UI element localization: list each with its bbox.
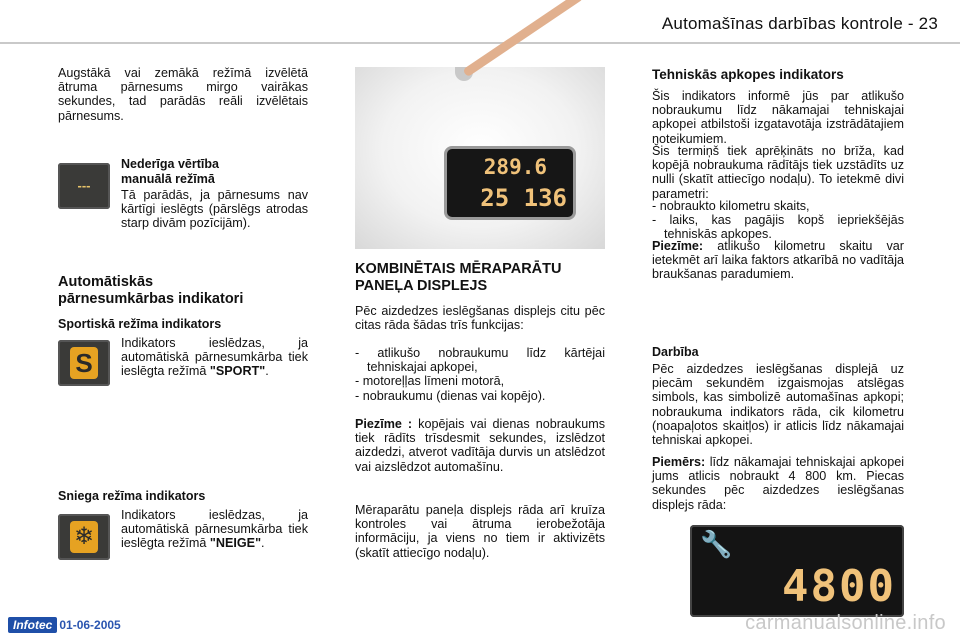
- note-text: atlikušo kilometru skaitu var ietekmēt arī laika faktors atkarībā no vadītāja braukšanas paradumiem.: [652, 239, 904, 282]
- service-indicator-p2: Šis termiņš tiek aprēķināts no brīža, kad kopējā nobraukuma rādītājs tiek uzstādīts uz nulli (skatīt attiecīgo nodaļu). To ietekmē divi parametri:: [652, 144, 904, 201]
- display-functions-list: [355, 346, 605, 403]
- sport-mode-text: Indikators ieslēdzas, ja automātiskā pārnesumkārba tiek ieslēgta režīmā "SPORT".: [121, 336, 308, 379]
- footer-date: 01-06-2005: [59, 618, 121, 632]
- snowflake-glyph: ❄: [70, 521, 98, 553]
- combined-display-intro: Pēc aizdedzes ieslēgšanas displejs citu pēc citas rāda šādas trīs funkcijas:: [355, 304, 605, 333]
- operation-title: Darbība: [652, 345, 699, 359]
- page-header-title: Automašīnas darbības kontrole - 23: [661, 14, 938, 33]
- header-divider: [0, 42, 960, 44]
- snow-text: Indikators ieslēdzas, ja automātiskā pārnesumkārba tiek ieslēgta režīmā: [121, 508, 308, 551]
- invalid-title-line1: Nederīga vērtība: [121, 157, 219, 171]
- example-body: līdz nākamajai tehniskajai apkopei jums atlicis nobraukt 4 800 km. Piecas sekundes pēc aizdedzes ieslēgšanas displejs rāda:: [652, 455, 904, 512]
- instrument-cluster-photo: [355, 67, 605, 249]
- note-label: Piezīme :: [355, 417, 413, 431]
- auto-title-line1: Automātiskās: [58, 274, 154, 290]
- snow-mode-value: "NEIGE": [209, 536, 262, 551]
- lcd-odometer-value: 25 136: [480, 184, 567, 212]
- s-letter-glyph: S: [70, 347, 98, 379]
- middle-para2: Mēraparātu paneļa displejs rāda arī kruīza kontroles vai ātruma ierobežotāja informāciju, ja viens no tiem ir aktivizēts (skatīt attiecīgo nodaļu).: [355, 503, 605, 560]
- operation-text: Pēc aizdedzes ieslēgšanas displejā uz piecām sekundēm izgaismojas atslēgas simbols, kas simbolizē automašīnas apkopi; nobraukuma indikators rāda, cik kilometru (noapaļotos skaitļos) ir atlicis līdz nākamajai tehniskai apkopei.: [652, 362, 904, 448]
- invalid-value-title: [121, 157, 311, 187]
- auto-gearbox-indicators-title: [58, 274, 318, 308]
- sport-mode-title: Sportiskā režīma indikators: [58, 317, 222, 331]
- wrench-icon: 🔧: [700, 529, 733, 559]
- list-item: - atlikušo nobraukumu līdz kārtējai tehniskajai apkopei,: [355, 346, 605, 375]
- snow-mode-icon: [58, 514, 110, 560]
- footer: [8, 617, 121, 633]
- invalid-value-indicator-icon: [58, 163, 110, 209]
- list-item: - nobraukto kilometru skaits,: [652, 199, 810, 213]
- sport-mode-value: "SPORT": [209, 364, 266, 379]
- invalid-title-line2: manuālā režīmā: [121, 172, 215, 186]
- list-item: - nobraukumu (dienas vai kopējo).: [355, 388, 546, 403]
- middle-title-line2: PANEĻA DISPLEJS: [355, 278, 488, 294]
- auto-title-line2: pārnesumkārbas indikatori: [58, 291, 244, 307]
- left-intro-text: Augstākā vai zemākā režīmā izvēlētā ātruma pārnesums mirgo vairākas sekundes, tad parādās reāli izvēlētais pārnesums.: [58, 66, 308, 123]
- sport-mode-icon: [58, 340, 110, 386]
- infotec-logo: Infotec: [8, 617, 57, 633]
- invalid-value-text: Tā parādās, ja pārnesums nav kārtīgi ieslēgts (pārslēgs atrodas starp divām pozīcijām).: [121, 188, 308, 231]
- example-label: Piemērs:: [652, 455, 706, 469]
- list-item: - motoreļļas līmeni motorā,: [355, 374, 505, 389]
- lcd-trip-value: 289.6: [483, 155, 547, 179]
- dashes-glyph: ---: [77, 178, 91, 193]
- service-lcd-display: [690, 525, 904, 617]
- combined-display-title: [355, 261, 615, 295]
- snow-mode-title: Sniega režīma indikators: [58, 489, 206, 503]
- service-km-value: 4800: [782, 561, 896, 612]
- middle-title-line1: KOMBINĒTAIS MĒRAPARĀTU: [355, 261, 562, 277]
- gauge-needle: [462, 0, 583, 77]
- sport-text: Indikators ieslēdzas, ja automātiskā pārnesumkārba tiek ieslēgta režīmā: [121, 336, 308, 379]
- note-label: Piezīme:: [652, 239, 704, 253]
- watermark: carmanualsonline.info: [745, 612, 946, 634]
- lcd-display: [447, 149, 573, 217]
- right-note: [652, 239, 904, 282]
- parameters-list: [652, 199, 904, 242]
- service-indicator-title: Tehniskās apkopes indikators: [652, 67, 844, 82]
- example-text: [652, 455, 904, 512]
- service-indicator-p1: Šis indikators informē jūs par atlikušo nobraukumu līdz nākamajai tehniskajai apkopei atbilstoši izgatavotāja izstrādātajiem noteikumiem.: [652, 89, 904, 146]
- note-text: kopējais vai dienas nobraukums tiek rādīts trīsdesmit sekundes, izslēdzot aizdedzi, atverot vadītāja durvis un atslēdzot vai aizslēdzot automašīnu.: [355, 417, 606, 474]
- middle-note: [355, 417, 605, 474]
- snow-mode-text: Indikators ieslēdzas, ja automātiskā pārnesumkārba tiek ieslēgta režīmā "NEIGE".: [121, 508, 308, 551]
- list-item: - laiks, kas pagājis kopš iepriekšējās tehniskās apkopes.: [652, 213, 904, 242]
